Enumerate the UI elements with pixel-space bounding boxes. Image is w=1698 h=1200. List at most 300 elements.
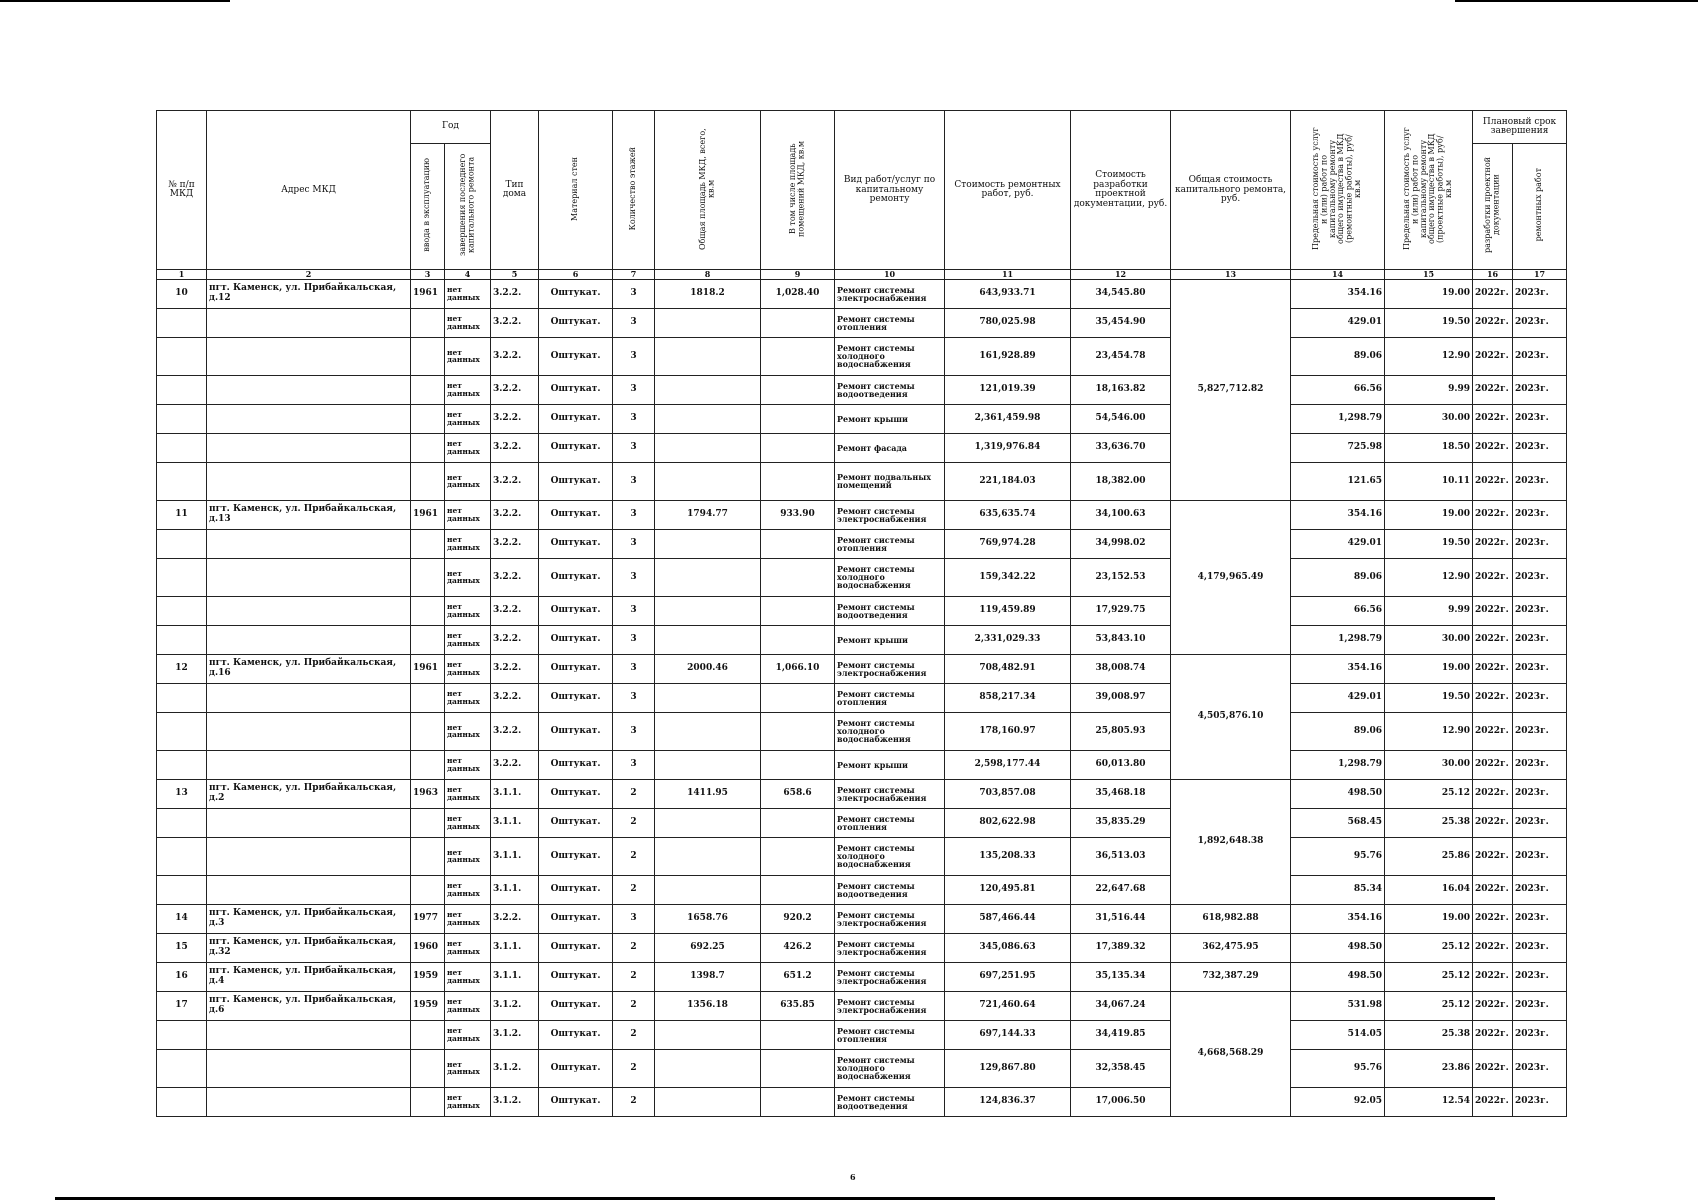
cell-row-num: 13 xyxy=(157,779,207,808)
cell-planned-repair: 2023г. xyxy=(1513,683,1567,712)
cell-planned-design: 2022г. xyxy=(1473,433,1513,462)
header-premises-area: В том числе площадь помещений МКД, кв.м xyxy=(761,111,835,270)
cell-floors: 2 xyxy=(613,875,655,904)
table-row xyxy=(157,375,1567,404)
cell-row-num xyxy=(157,1020,207,1049)
cell-limit-repair: 429.01 xyxy=(1291,683,1385,712)
cell-planned-design: 2022г. xyxy=(1473,1049,1513,1087)
table-row xyxy=(157,529,1567,558)
table-row xyxy=(157,962,1567,991)
cell-wall-material: Оштукат. xyxy=(539,808,613,837)
header-year: Год xyxy=(411,111,491,144)
cell-limit-design: 12.90 xyxy=(1385,712,1473,750)
cell-premises-area: 658.6 xyxy=(761,779,835,808)
cell-year-commission: 1977 xyxy=(411,904,445,933)
cell-repair-cost: 708,482.91 xyxy=(945,654,1071,683)
cell-planned-repair: 2023г. xyxy=(1513,1087,1567,1116)
header-year-commission: ввода в эксплуатацию xyxy=(411,144,445,270)
cell-design-cost: 33,636.70 xyxy=(1071,433,1171,462)
cell-address xyxy=(207,558,411,596)
cell-floors: 2 xyxy=(613,1049,655,1087)
header-limit-design: Предельная стоимость услуг и (или) работ по капитальному ремонту общего имущества в МКД (проектные работы), руб/кв.м xyxy=(1385,111,1473,270)
cell-total-area: 2000.46 xyxy=(655,654,761,683)
cell-design-cost: 34,067.24 xyxy=(1071,991,1171,1020)
table-row xyxy=(157,712,1567,750)
cell-total-area xyxy=(655,404,761,433)
cell-limit-design: 10.11 xyxy=(1385,462,1473,500)
cell-house-type: 3.2.2. xyxy=(491,596,539,625)
cell-year-last-repair: нет данных xyxy=(445,904,491,933)
cell-total-area: 692.25 xyxy=(655,933,761,962)
cell-address: пгт. Каменск, ул. Прибайкальская, д.2 xyxy=(207,779,411,808)
cell-year-last-repair: нет данных xyxy=(445,462,491,500)
cell-limit-repair: 354.16 xyxy=(1291,500,1385,529)
cell-design-cost: 23,152.53 xyxy=(1071,558,1171,596)
cell-planned-design: 2022г. xyxy=(1473,654,1513,683)
header-house-type: Тип дома xyxy=(491,111,539,270)
cell-address xyxy=(207,404,411,433)
cell-row-num xyxy=(157,308,207,337)
cell-row-num xyxy=(157,712,207,750)
cell-premises-area xyxy=(761,875,835,904)
cell-design-cost: 23,454.78 xyxy=(1071,337,1171,375)
cell-limit-repair: 498.50 xyxy=(1291,779,1385,808)
cell-limit-repair: 498.50 xyxy=(1291,962,1385,991)
cell-limit-repair: 121.65 xyxy=(1291,462,1385,500)
cell-planned-repair: 2023г. xyxy=(1513,837,1567,875)
cell-year-commission xyxy=(411,875,445,904)
cell-year-last-repair: нет данных xyxy=(445,558,491,596)
cell-planned-repair: 2023г. xyxy=(1513,279,1567,308)
cell-work-type: Ремонт фасада xyxy=(835,433,945,462)
table-row xyxy=(157,500,1567,529)
cell-floors: 3 xyxy=(613,500,655,529)
cell-work-type: Ремонт системы холодного водоснабжения xyxy=(835,837,945,875)
cell-planned-design: 2022г. xyxy=(1473,1087,1513,1116)
table-row xyxy=(157,683,1567,712)
table-row xyxy=(157,837,1567,875)
cell-repair-cost: 124,836.37 xyxy=(945,1087,1071,1116)
cell-wall-material: Оштукат. xyxy=(539,337,613,375)
cell-floors: 3 xyxy=(613,625,655,654)
cell-address xyxy=(207,712,411,750)
cell-design-cost: 17,929.75 xyxy=(1071,596,1171,625)
cell-address xyxy=(207,337,411,375)
cell-repair-cost: 178,160.97 xyxy=(945,712,1071,750)
cell-row-num: 10 xyxy=(157,279,207,308)
cell-planned-repair: 2023г. xyxy=(1513,875,1567,904)
table-row xyxy=(157,308,1567,337)
cell-address xyxy=(207,750,411,779)
cell-wall-material: Оштукат. xyxy=(539,375,613,404)
cell-house-type: 3.2.2. xyxy=(491,625,539,654)
cell-wall-material: Оштукат. xyxy=(539,712,613,750)
cell-year-last-repair: нет данных xyxy=(445,837,491,875)
cell-planned-repair: 2023г. xyxy=(1513,625,1567,654)
cell-planned-design: 2022г. xyxy=(1473,808,1513,837)
column-number: 8 xyxy=(655,270,761,279)
cell-floors: 3 xyxy=(613,375,655,404)
header-wall-material: Материал стен xyxy=(539,111,613,270)
column-number: 16 xyxy=(1473,270,1513,279)
cell-floors: 3 xyxy=(613,308,655,337)
cell-planned-repair: 2023г. xyxy=(1513,779,1567,808)
cell-premises-area xyxy=(761,433,835,462)
cell-limit-design: 19.00 xyxy=(1385,500,1473,529)
cell-planned-design: 2022г. xyxy=(1473,875,1513,904)
cell-design-cost: 39,008.97 xyxy=(1071,683,1171,712)
cell-repair-cost: 129,867.80 xyxy=(945,1049,1071,1087)
cell-year-commission xyxy=(411,712,445,750)
cell-house-type: 3.2.2. xyxy=(491,337,539,375)
cell-work-type: Ремонт системы отопления xyxy=(835,683,945,712)
cell-repair-cost: 643,933.71 xyxy=(945,279,1071,308)
cell-limit-design: 25.12 xyxy=(1385,962,1473,991)
cell-premises-area: 651.2 xyxy=(761,962,835,991)
cell-premises-area: 1,028.40 xyxy=(761,279,835,308)
table-row xyxy=(157,279,1567,308)
cell-floors: 2 xyxy=(613,962,655,991)
cell-address xyxy=(207,529,411,558)
cell-house-type: 3.2.2. xyxy=(491,308,539,337)
cell-house-type: 3.2.2. xyxy=(491,375,539,404)
cell-year-last-repair: нет данных xyxy=(445,529,491,558)
cell-house-type: 3.1.1. xyxy=(491,933,539,962)
cell-wall-material: Оштукат. xyxy=(539,529,613,558)
cell-row-num xyxy=(157,837,207,875)
cell-limit-design: 19.00 xyxy=(1385,279,1473,308)
cell-repair-cost: 345,086.63 xyxy=(945,933,1071,962)
cell-limit-design: 23.86 xyxy=(1385,1049,1473,1087)
cell-total-area xyxy=(655,337,761,375)
cell-work-type: Ремонт крыши xyxy=(835,625,945,654)
cell-work-type: Ремонт системы электроснабжения xyxy=(835,279,945,308)
cell-year-last-repair: нет данных xyxy=(445,712,491,750)
cell-repair-cost: 120,495.81 xyxy=(945,875,1071,904)
cell-total-cost: 5,827,712.82 xyxy=(1171,279,1291,500)
column-number: 7 xyxy=(613,270,655,279)
column-number: 9 xyxy=(761,270,835,279)
cell-address xyxy=(207,308,411,337)
cell-planned-design: 2022г. xyxy=(1473,375,1513,404)
cell-premises-area: 426.2 xyxy=(761,933,835,962)
cell-design-cost: 18,163.82 xyxy=(1071,375,1171,404)
cell-premises-area xyxy=(761,529,835,558)
cell-year-commission xyxy=(411,462,445,500)
cell-address: пгт. Каменск, ул. Прибайкальская, д.3 xyxy=(207,904,411,933)
cell-floors: 2 xyxy=(613,933,655,962)
cell-planned-design: 2022г. xyxy=(1473,279,1513,308)
cell-planned-design: 2022г. xyxy=(1473,712,1513,750)
cell-row-num xyxy=(157,625,207,654)
cell-planned-design: 2022г. xyxy=(1473,1020,1513,1049)
cell-limit-repair: 1,298.79 xyxy=(1291,404,1385,433)
cell-total-area xyxy=(655,808,761,837)
cell-year-last-repair: нет данных xyxy=(445,750,491,779)
cell-limit-design: 30.00 xyxy=(1385,750,1473,779)
cell-limit-repair: 1,298.79 xyxy=(1291,750,1385,779)
column-number: 4 xyxy=(445,270,491,279)
cell-total-area: 1658.76 xyxy=(655,904,761,933)
cell-limit-repair: 514.05 xyxy=(1291,1020,1385,1049)
table-row xyxy=(157,875,1567,904)
cell-wall-material: Оштукат. xyxy=(539,962,613,991)
table-row xyxy=(157,404,1567,433)
cell-year-last-repair: нет данных xyxy=(445,683,491,712)
table-row xyxy=(157,808,1567,837)
cell-wall-material: Оштукат. xyxy=(539,404,613,433)
cell-house-type: 3.2.2. xyxy=(491,750,539,779)
cell-house-type: 3.1.2. xyxy=(491,1087,539,1116)
cell-repair-cost: 780,025.98 xyxy=(945,308,1071,337)
cell-wall-material: Оштукат. xyxy=(539,1020,613,1049)
cell-planned-repair: 2023г. xyxy=(1513,962,1567,991)
cell-premises-area xyxy=(761,558,835,596)
table-row xyxy=(157,337,1567,375)
cell-total-area xyxy=(655,875,761,904)
cell-design-cost: 38,008.74 xyxy=(1071,654,1171,683)
cell-year-commission xyxy=(411,558,445,596)
page-number: 6 xyxy=(850,1172,856,1182)
cell-limit-repair: 66.56 xyxy=(1291,375,1385,404)
table-row xyxy=(157,1049,1567,1087)
cell-work-type: Ремонт системы холодного водоснабжения xyxy=(835,558,945,596)
cell-wall-material: Оштукат. xyxy=(539,596,613,625)
cell-wall-material: Оштукат. xyxy=(539,875,613,904)
column-number: 11 xyxy=(945,270,1071,279)
cell-year-commission: 1963 xyxy=(411,779,445,808)
cell-house-type: 3.1.2. xyxy=(491,991,539,1020)
cell-year-last-repair: нет данных xyxy=(445,404,491,433)
cell-total-cost: 4,179,965.49 xyxy=(1171,500,1291,654)
cell-limit-design: 19.50 xyxy=(1385,683,1473,712)
cell-total-cost: 732,387.29 xyxy=(1171,962,1291,991)
cell-wall-material: Оштукат. xyxy=(539,279,613,308)
cell-planned-repair: 2023г. xyxy=(1513,529,1567,558)
cell-house-type: 3.2.2. xyxy=(491,529,539,558)
cell-planned-repair: 2023г. xyxy=(1513,1020,1567,1049)
cell-floors: 3 xyxy=(613,404,655,433)
column-number: 14 xyxy=(1291,270,1385,279)
cell-total-cost: 4,505,876.10 xyxy=(1171,654,1291,779)
cell-work-type: Ремонт крыши xyxy=(835,404,945,433)
column-number: 2 xyxy=(207,270,411,279)
cell-work-type: Ремонт системы электроснабжения xyxy=(835,933,945,962)
cell-total-area xyxy=(655,1020,761,1049)
cell-design-cost: 17,389.32 xyxy=(1071,933,1171,962)
cell-design-cost: 18,382.00 xyxy=(1071,462,1171,500)
cell-work-type: Ремонт системы электроснабжения xyxy=(835,962,945,991)
cell-limit-design: 25.12 xyxy=(1385,991,1473,1020)
column-number: 13 xyxy=(1171,270,1291,279)
cell-design-cost: 60,013.80 xyxy=(1071,750,1171,779)
cell-address: пгт. Каменск, ул. Прибайкальская, д.16 xyxy=(207,654,411,683)
cell-wall-material: Оштукат. xyxy=(539,462,613,500)
cell-premises-area xyxy=(761,683,835,712)
column-number: 6 xyxy=(539,270,613,279)
cell-floors: 3 xyxy=(613,462,655,500)
cell-total-area xyxy=(655,750,761,779)
cell-year-last-repair: нет данных xyxy=(445,337,491,375)
cell-year-commission: 1961 xyxy=(411,654,445,683)
cell-planned-design: 2022г. xyxy=(1473,750,1513,779)
cell-house-type: 3.1.2. xyxy=(491,1049,539,1087)
cell-planned-design: 2022г. xyxy=(1473,933,1513,962)
cell-planned-repair: 2023г. xyxy=(1513,933,1567,962)
cell-work-type: Ремонт подвальных помещений xyxy=(835,462,945,500)
cell-planned-repair: 2023г. xyxy=(1513,375,1567,404)
cell-design-cost: 31,516.44 xyxy=(1071,904,1171,933)
header-planned-repair: ремонтных работ xyxy=(1513,144,1567,270)
cell-year-commission xyxy=(411,596,445,625)
cell-limit-design: 18.50 xyxy=(1385,433,1473,462)
cell-wall-material: Оштукат. xyxy=(539,933,613,962)
cell-limit-repair: 429.01 xyxy=(1291,529,1385,558)
cell-limit-repair: 95.76 xyxy=(1291,837,1385,875)
table-row xyxy=(157,625,1567,654)
cell-year-commission: 1960 xyxy=(411,933,445,962)
table-row xyxy=(157,933,1567,962)
cell-address: пгт. Каменск, ул. Прибайкальская, д.4 xyxy=(207,962,411,991)
cell-row-num xyxy=(157,596,207,625)
cell-year-commission xyxy=(411,375,445,404)
cell-row-num xyxy=(157,404,207,433)
cell-address xyxy=(207,625,411,654)
cell-limit-repair: 498.50 xyxy=(1291,933,1385,962)
cell-address xyxy=(207,1087,411,1116)
cell-premises-area: 933.90 xyxy=(761,500,835,529)
cell-limit-design: 25.38 xyxy=(1385,808,1473,837)
cell-floors: 3 xyxy=(613,279,655,308)
cell-house-type: 3.2.2. xyxy=(491,904,539,933)
header-design-cost: Стоимость разработки проектной документации, руб. xyxy=(1071,111,1171,270)
cell-repair-cost: 2,331,029.33 xyxy=(945,625,1071,654)
cell-planned-repair: 2023г. xyxy=(1513,558,1567,596)
cell-row-num xyxy=(157,808,207,837)
cell-premises-area xyxy=(761,308,835,337)
cell-limit-design: 9.99 xyxy=(1385,375,1473,404)
cell-house-type: 3.1.1. xyxy=(491,779,539,808)
cell-work-type: Ремонт системы холодного водоснабжения xyxy=(835,1049,945,1087)
cell-limit-design: 30.00 xyxy=(1385,625,1473,654)
cell-design-cost: 53,843.10 xyxy=(1071,625,1171,654)
cell-design-cost: 36,513.03 xyxy=(1071,837,1171,875)
header-planned: Плановый срок завершения xyxy=(1473,111,1567,144)
cell-row-num xyxy=(157,337,207,375)
column-number: 5 xyxy=(491,270,539,279)
cell-house-type: 3.2.2. xyxy=(491,433,539,462)
cell-limit-repair: 85.34 xyxy=(1291,875,1385,904)
cell-planned-design: 2022г. xyxy=(1473,596,1513,625)
cell-floors: 3 xyxy=(613,596,655,625)
cell-planned-design: 2022г. xyxy=(1473,779,1513,808)
cell-limit-design: 19.00 xyxy=(1385,904,1473,933)
cell-year-last-repair: нет данных xyxy=(445,308,491,337)
cell-total-area xyxy=(655,1049,761,1087)
cell-year-commission xyxy=(411,433,445,462)
cell-limit-repair: 89.06 xyxy=(1291,337,1385,375)
cell-design-cost: 32,358.45 xyxy=(1071,1049,1171,1087)
cell-year-commission: 1961 xyxy=(411,279,445,308)
cell-address xyxy=(207,1049,411,1087)
cell-total-area xyxy=(655,558,761,596)
cell-wall-material: Оштукат. xyxy=(539,625,613,654)
cell-work-type: Ремонт системы водоотведения xyxy=(835,875,945,904)
cell-floors: 3 xyxy=(613,683,655,712)
cell-row-num: 16 xyxy=(157,962,207,991)
column-number: 3 xyxy=(411,270,445,279)
table-row xyxy=(157,558,1567,596)
cell-limit-design: 12.54 xyxy=(1385,1087,1473,1116)
header-planned-design: разработки проектной документации xyxy=(1473,144,1513,270)
cell-planned-repair: 2023г. xyxy=(1513,462,1567,500)
cell-limit-repair: 531.98 xyxy=(1291,991,1385,1020)
cell-limit-design: 19.00 xyxy=(1385,654,1473,683)
cell-year-last-repair: нет данных xyxy=(445,279,491,308)
table-row xyxy=(157,991,1567,1020)
cell-year-commission xyxy=(411,625,445,654)
cell-year-commission xyxy=(411,837,445,875)
cell-house-type: 3.1.1. xyxy=(491,837,539,875)
header-repair-cost: Стоимость ремонтных работ, руб. xyxy=(945,111,1071,270)
cell-house-type: 3.1.2. xyxy=(491,1020,539,1049)
cell-address: пгт. Каменск, ул. Прибайкальская, д.32 xyxy=(207,933,411,962)
cell-floors: 3 xyxy=(613,558,655,596)
header-num: № п/п МКД xyxy=(157,111,207,270)
cell-design-cost: 25,805.93 xyxy=(1071,712,1171,750)
cell-year-commission xyxy=(411,1049,445,1087)
column-number: 12 xyxy=(1071,270,1171,279)
cell-year-commission xyxy=(411,308,445,337)
cell-work-type: Ремонт системы водоотведения xyxy=(835,596,945,625)
cell-design-cost: 34,419.85 xyxy=(1071,1020,1171,1049)
cell-total-area xyxy=(655,433,761,462)
cell-work-type: Ремонт системы электроснабжения xyxy=(835,654,945,683)
cell-premises-area: 920.2 xyxy=(761,904,835,933)
cell-work-type: Ремонт системы водоотведения xyxy=(835,1087,945,1116)
cell-planned-repair: 2023г. xyxy=(1513,991,1567,1020)
cell-house-type: 3.2.2. xyxy=(491,712,539,750)
cell-repair-cost: 1,319,976.84 xyxy=(945,433,1071,462)
cell-wall-material: Оштукат. xyxy=(539,1087,613,1116)
cell-total-cost: 4,668,568.29 xyxy=(1171,991,1291,1116)
cell-limit-design: 9.99 xyxy=(1385,596,1473,625)
cell-house-type: 3.2.2. xyxy=(491,462,539,500)
table-row xyxy=(157,1087,1567,1116)
header-floors: Количество этажей xyxy=(613,111,655,270)
cell-total-area xyxy=(655,683,761,712)
cell-year-last-repair: нет данных xyxy=(445,1087,491,1116)
cell-planned-design: 2022г. xyxy=(1473,683,1513,712)
cell-limit-design: 16.04 xyxy=(1385,875,1473,904)
table-row xyxy=(157,462,1567,500)
cell-year-commission xyxy=(411,1087,445,1116)
cell-wall-material: Оштукат. xyxy=(539,308,613,337)
cell-floors: 3 xyxy=(613,337,655,375)
cell-repair-cost: 635,635.74 xyxy=(945,500,1071,529)
cell-total-area: 1398.7 xyxy=(655,962,761,991)
cell-planned-repair: 2023г. xyxy=(1513,750,1567,779)
cell-premises-area xyxy=(761,712,835,750)
cell-repair-cost: 121,019.39 xyxy=(945,375,1071,404)
cell-total-area xyxy=(655,308,761,337)
cell-limit-design: 25.12 xyxy=(1385,779,1473,808)
cell-floors: 2 xyxy=(613,1087,655,1116)
cell-design-cost: 35,135.34 xyxy=(1071,962,1171,991)
cell-house-type: 3.2.2. xyxy=(491,500,539,529)
cell-planned-design: 2022г. xyxy=(1473,558,1513,596)
cell-wall-material: Оштукат. xyxy=(539,433,613,462)
